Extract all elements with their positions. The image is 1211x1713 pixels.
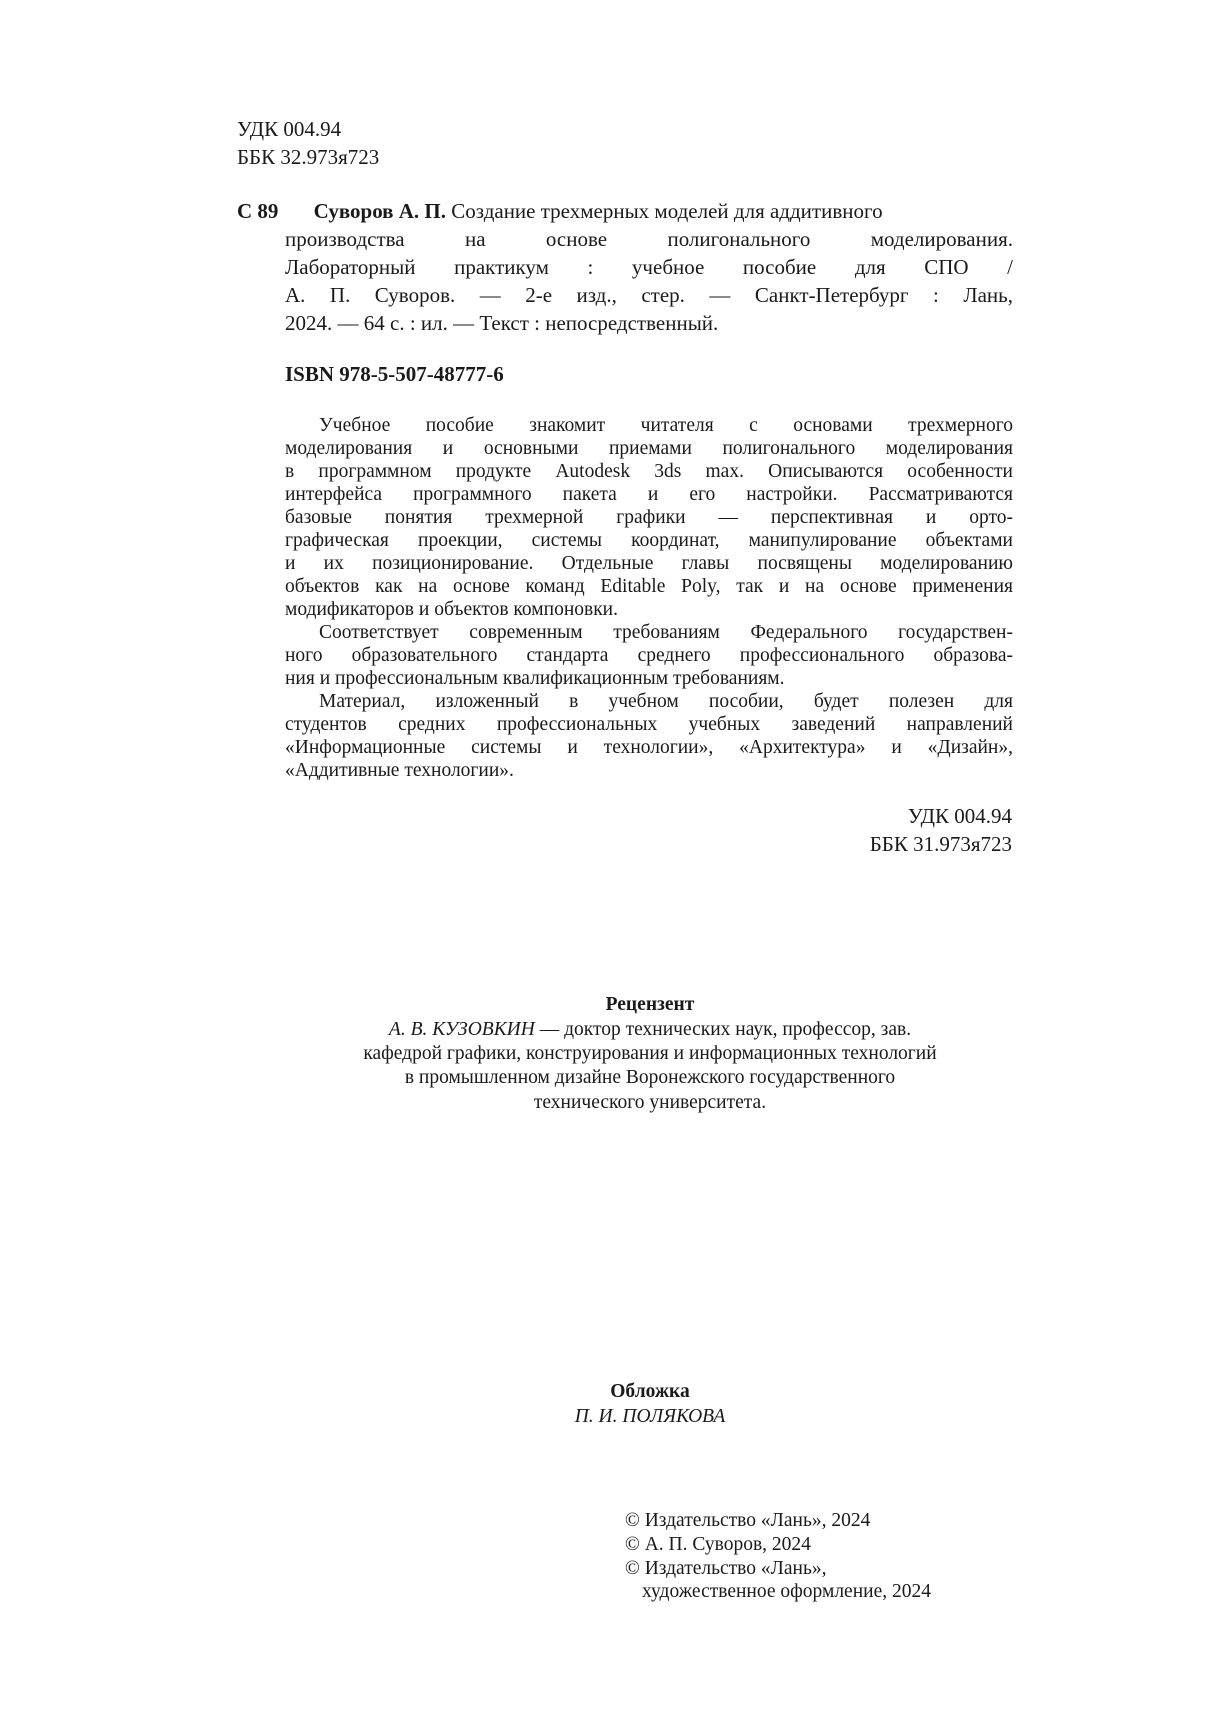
- abstract-line: базовые понятия трехмерной графики — перспективная и орто-: [285, 507, 1013, 528]
- copyright-line: художественное оформление, 2024: [642, 1581, 931, 1602]
- reviewer-name: А. В. КУЗОВКИН: [388, 1019, 535, 1040]
- abstract-line: «Информационные системы и технологии», «Архитектура» и «Дизайн»,: [285, 737, 1013, 758]
- abstract-line: модификаторов и объектов компоновки.: [285, 599, 618, 620]
- abstract-line: ного образовательного стандарта среднего профессионального образова-: [285, 645, 1013, 666]
- bbk-code-top: ББК 32.973я723: [237, 145, 380, 169]
- bib-line: производства на основе полигонального моделирования.: [285, 227, 1013, 251]
- copyright-line: © Издательство «Лань»,: [625, 1558, 827, 1579]
- bib-line: А. П. Суворов. — 2-е изд., стер. — Санкт-Петербург : Лань,: [285, 283, 1013, 307]
- abstract-line: Учебное пособие знакомит читателя с основами трехмерного: [319, 415, 1013, 436]
- copyright-line: © А. П. Суворов, 2024: [625, 1534, 811, 1555]
- bib-line: 2024. — 64 с. : ил. — Текст : непосредственный.: [285, 311, 719, 335]
- abstract-line: студентов средних профессиональных учебных заведений направлений: [285, 714, 1013, 735]
- reviewer-heading: Рецензент: [605, 994, 695, 1015]
- author-name: Суворов А. П.: [313, 199, 447, 223]
- cover-heading: Обложка: [610, 1381, 690, 1402]
- cover-artist: П. И. ПОЛЯКОВА: [574, 1406, 726, 1427]
- bbk-code-bottom: ББК 31.973я723: [869, 832, 1012, 856]
- isbn: ISBN 978-5-507-48777-6: [285, 362, 504, 386]
- abstract-line: Материал, изложенный в учебном пособии, будет полезен для: [319, 691, 1013, 712]
- abstract-line: интерфейса программного пакета и его настройки. Рассматриваются: [285, 484, 1013, 505]
- bib-line: Создание трехмерных моделей для аддитивного: [451, 199, 883, 223]
- abstract-line: «Аддитивные технологии».: [285, 760, 514, 781]
- reviewer-line: кафедрой графики, конструирования и информационных технологий: [363, 1043, 937, 1064]
- abstract-line: графическая проекции, системы координат, манипулирование объектами: [285, 530, 1013, 551]
- copyright-line: © Издательство «Лань», 2024: [625, 1510, 871, 1531]
- abstract-line: в программном продукте Autodesk 3ds max. Описываются особенности: [285, 461, 1013, 482]
- udk-code-bottom: УДК 004.94: [907, 804, 1012, 828]
- abstract-line: моделирования и основными приемами полигонального моделирования: [285, 438, 1013, 459]
- reviewer-line: — доктор технических наук, профессор, зав.: [534, 1019, 912, 1040]
- bib-line: Лабораторный практикум : учебное пособие для СПО /: [285, 255, 1013, 279]
- reviewer-line: технического университета.: [533, 1092, 767, 1113]
- abstract-line: ния и профессиональным квалификационным требованиям.: [285, 668, 785, 689]
- udk-code-top: УДК 004.94: [237, 117, 342, 141]
- author-code: С 89: [237, 199, 279, 223]
- abstract-line: объектов как на основе команд Editable Poly, так и на основе применения: [285, 576, 1013, 597]
- abstract-line: Соответствует современным требованиям Федерального государствен-: [319, 622, 1013, 643]
- reviewer-line: в промышленном дизайне Воронежского государственного: [404, 1067, 896, 1088]
- abstract-line: и их позиционирование. Отдельные главы посвящены моделированию: [285, 553, 1013, 574]
